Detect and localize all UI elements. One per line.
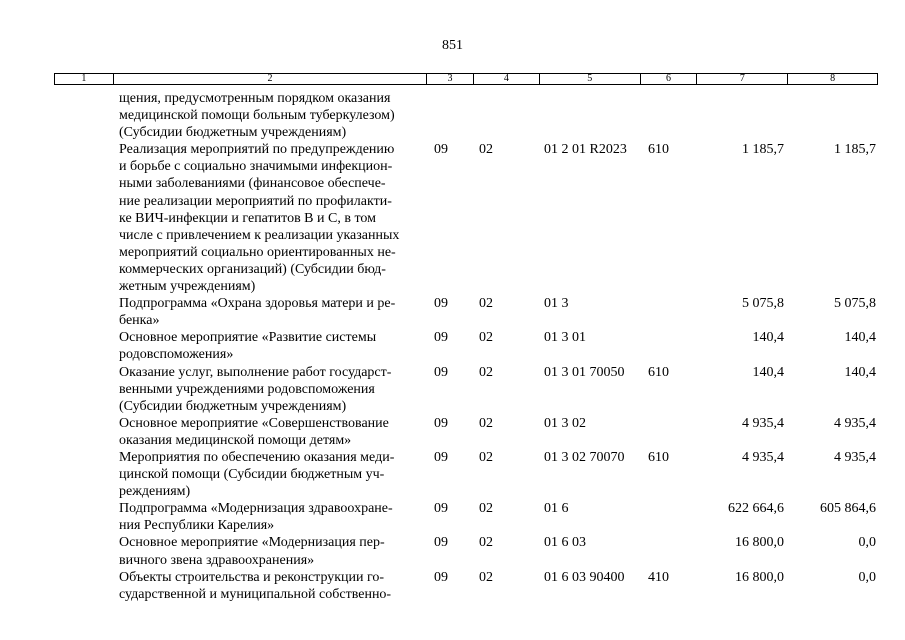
amount-year-2: 4 935,4 <box>834 415 876 431</box>
description-line: Мероприятия по обеспечению оказания меди- <box>119 449 395 465</box>
description-line: родовспоможения» <box>119 347 234 363</box>
amount-year-1: 16 800,0 <box>735 535 784 551</box>
table-row <box>0 449 905 500</box>
amount-year-1: 140,4 <box>752 330 784 346</box>
row-description <box>119 534 427 568</box>
table-row <box>0 415 905 449</box>
description-line: жетным учреждениям) <box>119 279 256 295</box>
row-description <box>119 364 427 415</box>
amount-year-2: 0,0 <box>858 535 876 551</box>
column-header-3: 3 <box>427 74 474 84</box>
description-line: оказания медицинской помощи детям» <box>119 432 352 448</box>
amount-year-1: 4 935,4 <box>742 449 784 465</box>
description-line: реждениям) <box>119 484 191 500</box>
amount-year-2: 4 935,4 <box>834 449 876 465</box>
subsection-code: 02 <box>479 415 493 431</box>
amount-year-1: 16 800,0 <box>735 569 784 585</box>
description-line: ния Республики Карелия» <box>119 518 275 534</box>
target-item-code: 01 2 01 R2023 <box>544 142 627 158</box>
column-header-4: 4 <box>474 74 540 84</box>
subsection-code: 02 <box>479 142 493 158</box>
description-line: Объекты строительства и реконструкции го- <box>119 569 385 585</box>
description-line: Основное мероприятие «Модернизация пер- <box>119 535 385 551</box>
description-line: и борьбе с социально значимыми инфекцион- <box>119 159 393 175</box>
description-line: медицинской помощи больным туберкулезом) <box>119 108 395 124</box>
description-line: (Субсидии бюджетным учреждениям) <box>119 398 347 414</box>
column-header-2: 2 <box>114 74 427 84</box>
section-code: 09 <box>434 569 448 585</box>
column-header-8: 8 <box>830 73 836 84</box>
row-description <box>119 415 427 449</box>
table-row <box>0 569 905 603</box>
expense-type-code: 610 <box>648 364 669 380</box>
description-line: ными заболеваниями (финансовое обеспече- <box>119 176 386 192</box>
section-code: 09 <box>434 296 448 312</box>
column-header-6: 6 <box>641 74 698 84</box>
row-description <box>119 141 427 295</box>
row-description <box>119 449 427 500</box>
target-item-code: 01 3 <box>544 296 569 312</box>
target-item-code: 01 3 01 70050 <box>544 364 625 380</box>
table-row <box>0 500 905 534</box>
description-line: коммерческих организаций) (Субсидии бюд- <box>119 261 386 277</box>
amount-year-1: 622 664,6 <box>728 501 784 517</box>
row-description <box>119 329 427 363</box>
description-line: (Субсидии бюджетным учреждениям) <box>119 125 347 141</box>
subsection-code: 02 <box>479 364 493 380</box>
description-line: Оказание услуг, выполнение работ государст- <box>119 364 392 380</box>
subsection-code: 02 <box>479 501 493 517</box>
description-line: венными учреждениями родовспоможения <box>119 381 375 397</box>
expense-type-code: 610 <box>648 142 669 158</box>
amount-year-1: 1 185,7 <box>742 142 784 158</box>
amount-year-1: 4 935,4 <box>742 415 784 431</box>
section-code: 09 <box>434 330 448 346</box>
section-code: 09 <box>434 501 448 517</box>
description-line: Основное мероприятие «Развитие системы <box>119 330 377 346</box>
target-item-code: 01 3 01 <box>544 330 586 346</box>
section-code: 09 <box>434 449 448 465</box>
target-item-code: 01 3 02 <box>544 415 586 431</box>
row-description <box>119 295 427 329</box>
description-line: сударственной и муниципальной собственно- <box>119 586 392 602</box>
description-line: Подпрограмма «Модернизация здравоохране- <box>119 501 393 517</box>
column-header-5: 5 <box>540 74 641 84</box>
row-description <box>119 90 427 141</box>
target-item-code: 01 3 02 70070 <box>544 449 625 465</box>
target-item-code: 01 6 03 <box>544 535 586 551</box>
description-line: Основное мероприятие «Совершенствование <box>119 415 389 431</box>
amount-year-2: 5 075,8 <box>834 296 876 312</box>
table-row <box>0 90 905 141</box>
column-header-1: 1 <box>55 74 114 84</box>
amount-year-1: 140,4 <box>752 364 784 380</box>
description-line: цинской помощи (Субсидии бюджетным уч- <box>119 467 385 483</box>
row-description <box>119 569 427 603</box>
expense-type-code: 410 <box>648 569 669 585</box>
amount-year-2: 1 185,7 <box>834 142 876 158</box>
page-number: 851 <box>442 38 463 53</box>
amount-year-2: 140,4 <box>844 364 876 380</box>
description-line: бенка» <box>119 313 160 329</box>
table-body <box>0 90 905 603</box>
description-line: ние реализации мероприятий по профилакти- <box>119 193 392 209</box>
subsection-code: 02 <box>479 535 493 551</box>
table-row <box>0 534 905 568</box>
table-row <box>0 364 905 415</box>
subsection-code: 02 <box>479 449 493 465</box>
section-code: 09 <box>434 535 448 551</box>
target-item-code: 01 6 03 90400 <box>544 569 625 585</box>
column-header-7: 7 <box>697 74 788 84</box>
section-code: 09 <box>434 142 448 158</box>
subsection-code: 02 <box>479 330 493 346</box>
expense-type-code: 610 <box>648 449 669 465</box>
description-line: числе с привлечением к реализации указанных <box>119 227 400 243</box>
amount-year-2: 140,4 <box>844 330 876 346</box>
description-line: щения, предусмотренным порядком оказания <box>119 91 391 106</box>
description-line: вичного звена здравоохранения» <box>119 552 315 568</box>
table-row <box>0 329 905 363</box>
target-item-code: 01 6 <box>544 501 569 517</box>
description-line: Подпрограмма «Охрана здоровья матери и ре- <box>119 296 396 312</box>
description-line: Реализация мероприятий по предупреждению <box>119 142 395 158</box>
table-row <box>0 141 905 295</box>
row-description <box>119 500 427 534</box>
section-code: 09 <box>434 415 448 431</box>
table-header <box>54 73 878 85</box>
subsection-code: 02 <box>479 569 493 585</box>
description-line: ке ВИЧ-инфекции и гепатитов B и C, в том <box>119 210 376 226</box>
amount-year-2: 605 864,6 <box>820 501 876 517</box>
amount-year-2: 0,0 <box>858 569 876 585</box>
section-code: 09 <box>434 364 448 380</box>
amount-year-1: 5 075,8 <box>742 296 784 312</box>
table-row <box>0 295 905 329</box>
subsection-code: 02 <box>479 296 493 312</box>
description-line: мероприятий социально ориентированных не- <box>119 244 396 260</box>
